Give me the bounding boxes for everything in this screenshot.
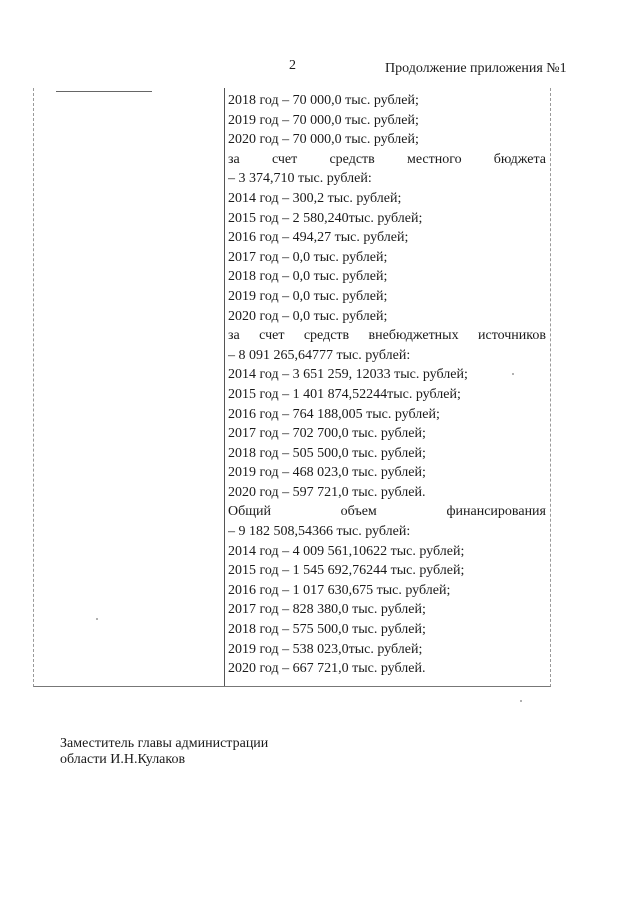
local-budget-total: – 3 374,710 тыс. рублей: [228,171,372,187]
funding-line: 2016 год – 494,27 тыс. рублей; [228,230,409,246]
scan-speck [520,700,522,702]
funding-table [33,88,551,687]
funding-line: 2014 год – 4 009 561,10622 тыс. рублей; [228,543,465,559]
funding-line: 2016 год – 764 188,005 тыс. рублей; [228,406,440,422]
page-number: 2 [289,58,296,73]
funding-details-cell [228,91,548,679]
funding-line: 2020 год – 0,0 тыс. рублей; [228,308,388,324]
scan-speck [96,618,98,620]
funding-line: 2019 год – 0,0 тыс. рублей; [228,288,388,304]
funding-line: 2018 год – 70 000,0 тыс. рублей; [228,93,419,108]
scan-speck [512,373,514,375]
funding-line: 2019 год – 468 023,0 тыс. рублей; [228,465,426,481]
funding-line: 2017 год – 0,0 тыс. рублей; [228,249,388,265]
funding-line: 2018 год – 0,0 тыс. рублей; [228,269,388,285]
extrabudgetary-total: – 8 091 265,64777 тыс. рублей: [228,347,411,363]
funding-line: 2014 год – 300,2 тыс. рублей; [228,190,402,206]
signature-block [60,736,268,768]
total-funding-heading: Общий объем финансирования [228,504,546,520]
funding-line: 2018 год – 505 500,0 тыс. рублей; [228,445,426,461]
funding-line: 2015 год – 1 545 692,76244 тыс. рублей; [228,563,465,579]
funding-line: 2020 год – 597 721,0 тыс. рублей. [228,484,426,500]
funding-line: 2017 год – 702 700,0 тыс. рублей; [228,426,426,442]
funding-line: 2015 год – 2 580,240тыс. рублей; [228,210,423,226]
signature-name: области И.Н.Кулаков [60,752,186,767]
total-funding-amount: – 9 182 508,54366 тыс. рублей: [228,524,411,540]
funding-line: 2015 год – 1 401 874,52244тыс. рублей; [228,386,461,402]
funding-line: 2017 год – 828 380,0 тыс. рублей; [228,602,426,618]
column-divider [224,88,225,686]
funding-line: 2019 год – 70 000,0 тыс. рублей; [228,112,419,128]
extrabudgetary-heading: за счет средств внебюджетных источников [228,328,546,344]
funding-line: 2020 год – 667 721,0 тыс. рублей. [228,661,426,677]
funding-line: 2019 год – 538 023,0тыс. рублей; [228,641,423,657]
local-budget-heading: за счет средств местного бюджета [228,151,546,167]
signature-title: Заместитель главы администрации [60,736,269,751]
left-column-top-rule [56,91,152,92]
funding-line: 2016 год – 1 017 630,675 тыс. рублей; [228,582,451,598]
funding-line: 2018 год – 575 500,0 тыс. рублей; [228,622,426,638]
funding-line: 2020 год – 70 000,0 тыс. рублей; [228,132,419,148]
funding-line: 2014 год – 3 651 259, 12033 тыс. рублей; [228,367,468,383]
continuation-note: Продолжение приложения №1 [385,61,567,76]
